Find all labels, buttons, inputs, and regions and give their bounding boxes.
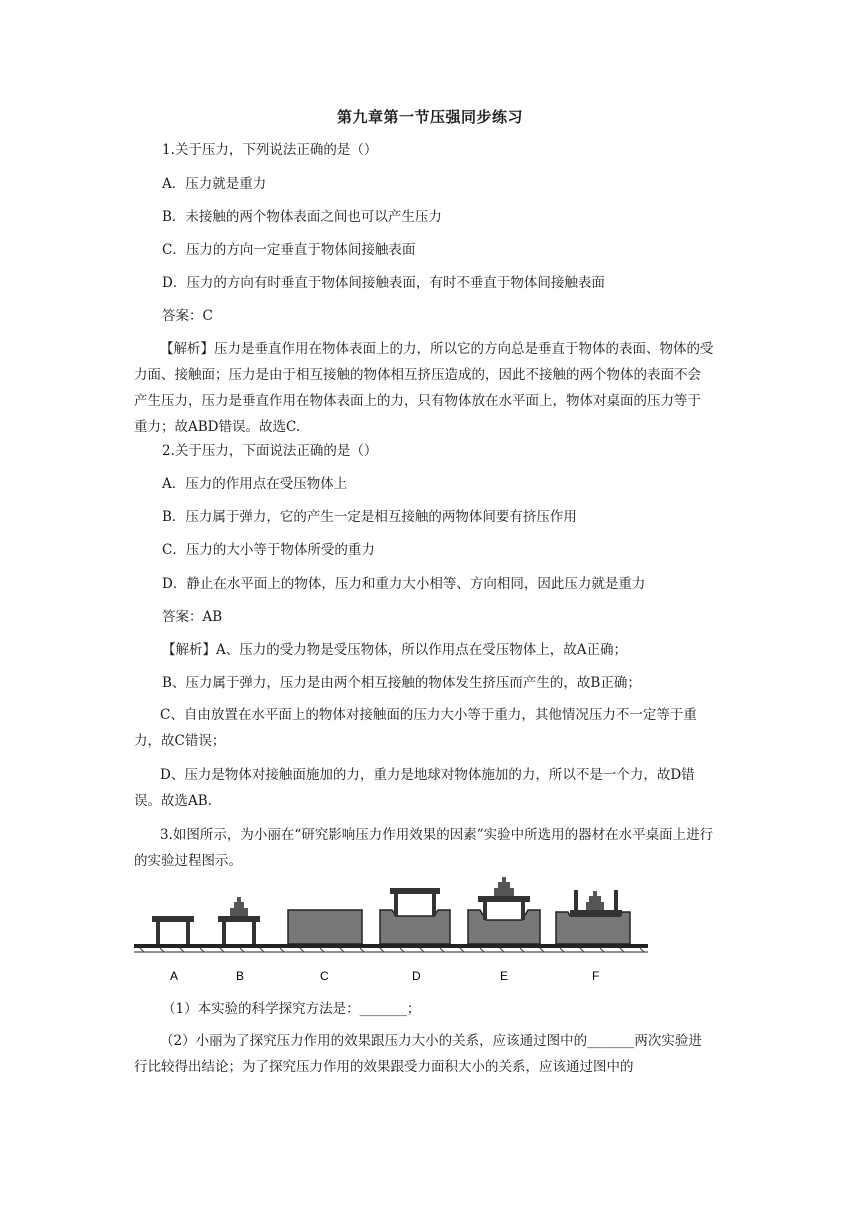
figure-d-table-on-sponge: [380, 888, 450, 944]
figure-label-c: C: [320, 969, 329, 983]
figure-label-e: E: [500, 969, 509, 983]
question-3-sub-2: （2）小丽为了探究压力作用的效果跟压力大小的关系，应该通过图中的_______两次实验进行比较得出结论；为了探究压力作用的效果跟受力面积大小的关系，应该通过图中的: [134, 1033, 702, 1075]
question-2-analysis-a: 【解析】A、压力的受力物是受压物体，所以作用点在受压物体上，故A正确；: [162, 642, 627, 658]
question-1-option-b: B．未接触的两个物体表面之间也可以产生压力: [162, 209, 442, 225]
question-3-sub-1: （1）本实验的科学探究方法是：_______；: [162, 1001, 421, 1017]
question-2-analysis-d: D、压力是物体对接触面施加的力，重力是地球对物体施加的力，所以不是一个力，故D错误。故选AB.: [134, 767, 695, 809]
figure-e-table-weight-on-sponge: [468, 877, 540, 944]
question-2-stem: 2.关于压力，下面说法正确的是（）: [162, 443, 378, 459]
figure-c-sponge: [288, 910, 362, 944]
question-1-analysis: 【解析】压力是垂直作用在物体表面上的力，所以它的方向总是垂直于物体的表面、物体的受力面、接触面；压力是由于相互接触的物体相互挤压造成的，因此不接触的两个物体的表面不会产生压力，压力是垂直作用在物体表面上的力，只有物体放在水平面上，物体对桌面的压力等于重力；故ABD错误。故选C.: [134, 341, 714, 435]
table-surface: [134, 944, 648, 952]
question-3-stem: 3.如图所示，为小丽在“研究影响压力作用效果的因素”实验中所选用的器材在水平桌面上进行的实验过程图示。: [134, 827, 714, 869]
question-1-stem: 1.关于压力，下列说法正确的是（）: [162, 142, 378, 158]
page-title: 第九章第一节压强同步练习: [336, 108, 523, 126]
question-2-answer: 答案：AB: [162, 609, 223, 625]
question-2-option-a: A．压力的作用点在受压物体上: [162, 476, 348, 492]
question-2-option-c: C．压力的大小等于物体所受的重力: [162, 542, 375, 558]
question-1-option-d: D．压力的方向有时垂直于物体间接触表面，有时不垂直于物体间接触表面: [162, 275, 605, 291]
figure-label-f: F: [592, 969, 600, 983]
question-2-analysis-c: C、自由放置在水平面上的物体对接触面的压力大小等于重力，其他情况压力不一定等于重力，故C错误；: [134, 707, 697, 749]
question-2-analysis-b: B、压力属于弹力，压力是由两个相互接触的物体发生挤压而产生的，故B正确；: [162, 675, 641, 691]
figure-label-d: D: [412, 969, 421, 983]
figure-a-small-table: [152, 916, 194, 944]
figure-b-table-with-weight: [218, 897, 260, 944]
question-1-option-a: A．压力就是重力: [162, 176, 267, 192]
question-1-option-c: C．压力的方向一定垂直于物体间接触表面: [162, 242, 416, 258]
question-1-answer: 答案：C: [162, 308, 213, 324]
question-2-option-b: B．压力属于弹力，它的产生一定是相互接触的两物体间要有挤压作用: [162, 509, 577, 525]
figure-f-inverted-table-on-sponge: [556, 890, 630, 944]
figure-label-b: B: [236, 969, 245, 983]
question-2-option-d: D．静止在水平面上的物体，压力和重力大小相等、方向相同，因此压力就是重力: [162, 576, 646, 592]
figure-label-a: A: [170, 969, 179, 983]
experiment-figure: [130, 876, 650, 986]
